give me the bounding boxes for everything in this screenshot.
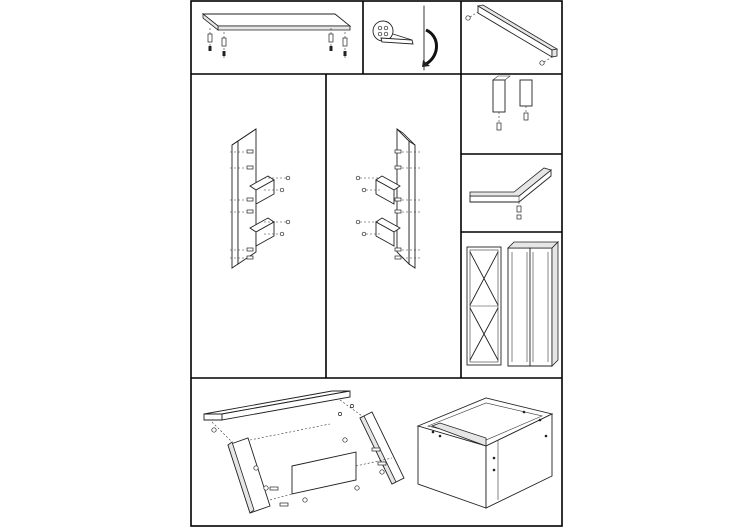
- assembled-cabinet: [508, 242, 558, 366]
- angled-rail: [478, 6, 552, 57]
- upright-panel-a: [493, 80, 505, 112]
- shelf-pin-group: [208, 28, 347, 58]
- rotation-arrow-icon: [426, 30, 437, 64]
- side-panel-face: [238, 129, 256, 264]
- dowel-icon: [497, 123, 501, 130]
- panel-drawer-assembly: [204, 391, 552, 513]
- panel-cabinet-back: [467, 242, 558, 366]
- side-panel-edge: [409, 141, 415, 268]
- panel-side-left: [230, 129, 290, 268]
- screw-icon: [212, 428, 216, 432]
- panel-cam-lock: [373, 6, 437, 70]
- shelf-top: [203, 14, 350, 26]
- panel-dowel-insert: [493, 76, 532, 130]
- shelf-front-edge: [218, 26, 350, 30]
- upright-panel-b: [520, 80, 532, 106]
- panel-top-joint: [470, 168, 551, 219]
- drawer-front: [292, 452, 356, 494]
- dowel-icon: [517, 206, 521, 212]
- panel-rail-screw: [466, 5, 557, 65]
- completed-drawer: [418, 398, 552, 508]
- side-panel-edge: [232, 141, 238, 268]
- screw-icon: [466, 16, 470, 20]
- panel-shelf-pins: [203, 14, 350, 58]
- panel-side-right: [356, 129, 420, 268]
- screw-icon: [540, 61, 544, 65]
- dowel-icon: [524, 113, 528, 120]
- side-panel-face: [397, 129, 409, 264]
